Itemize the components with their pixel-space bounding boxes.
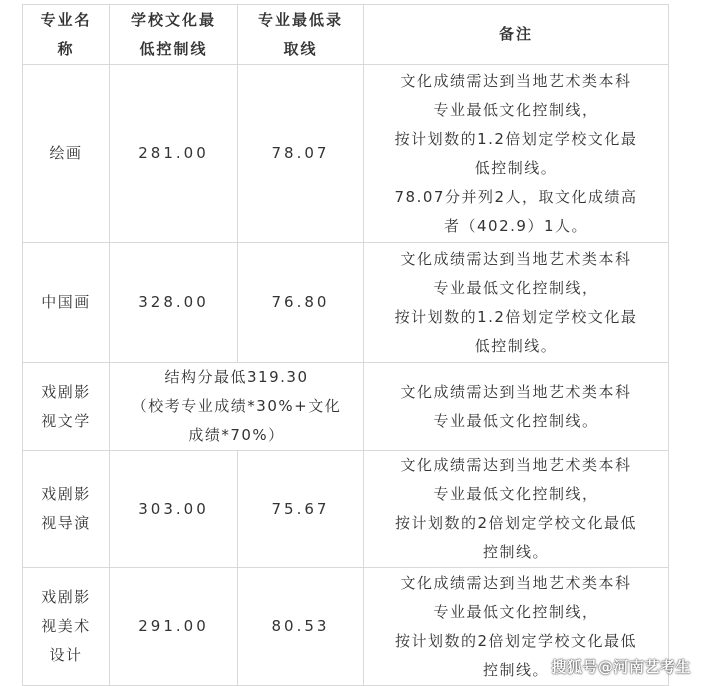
- note-line: 文化成绩需达到当地艺术类本科: [400, 249, 632, 268]
- merged-score-line: 成绩*70%）: [188, 426, 285, 444]
- notes-cell: [364, 243, 669, 363]
- note-line: 文化成绩需达到当地艺术类本科: [400, 71, 632, 90]
- header-major-line: 专业最低录取线: [238, 5, 364, 65]
- header-culture-line: 学校文化最低控制线: [110, 5, 238, 65]
- table-row: [23, 451, 669, 568]
- culture-line-cell: 281.00: [110, 65, 238, 243]
- note-line: 78.07分并列2人，取文化成绩高: [394, 187, 638, 206]
- header-major: 专业名称: [23, 5, 110, 65]
- notes-cell: [364, 363, 669, 451]
- major-cell: 戏剧影视美术设计: [23, 568, 110, 686]
- table-row: [23, 243, 669, 363]
- major-line-cell: 76.80: [238, 243, 364, 363]
- note-line: 控制线。: [482, 660, 549, 679]
- table-row: [23, 65, 669, 243]
- major-line-cell: 78.07: [238, 65, 364, 243]
- watermark-text: 搜狐号@河南艺考生: [551, 658, 691, 676]
- note-line: 文化成绩需达到当地艺术类本科: [400, 456, 632, 474]
- note-line: 专业最低文化控制线，: [433, 602, 599, 621]
- note-line: 按计划数的1.2倍划定学校文化最: [394, 129, 638, 148]
- major-cell: 戏剧影视文学: [23, 363, 110, 451]
- major-cell: 中国画: [23, 243, 110, 363]
- merged-score-line: （校考专业成绩*30%+文化: [131, 397, 342, 415]
- note-line: 按计划数的1.2倍划定学校文化最: [394, 307, 638, 326]
- note-line: 专业最低文化控制线，: [433, 100, 599, 119]
- major-cell: 绘画: [23, 65, 110, 243]
- note-line: 按计划数的2倍划定学校文化最低: [394, 631, 638, 650]
- major-line-cell: 80.53: [238, 568, 364, 686]
- note-line: 低控制线。: [474, 336, 558, 355]
- notes-cell: [364, 451, 669, 568]
- note-line: 文化成绩需达到当地艺术类本科: [400, 573, 632, 592]
- table-header-row: [23, 5, 669, 65]
- note-line: 专业最低文化控制线，: [433, 485, 599, 503]
- merged-score-line: 结构分最低319.30: [164, 368, 309, 386]
- table-row: [23, 363, 669, 451]
- culture-line-cell: 303.00: [110, 451, 238, 568]
- admission-score-table: [22, 4, 669, 686]
- note-line: 者（402.9）1人。: [444, 216, 588, 235]
- header-notes: 备注: [364, 5, 669, 65]
- note-line: 低控制线。: [474, 158, 558, 177]
- note-line: 文化成绩需达到当地艺术类本科: [400, 382, 632, 401]
- culture-line-cell: 328.00: [110, 243, 238, 363]
- note-line: 按计划数的2倍划定学校文化最低: [394, 514, 638, 532]
- major-cell: 戏剧影视导演: [23, 451, 110, 568]
- note-line: 控制线。: [482, 543, 549, 561]
- culture-line-cell: 291.00: [110, 568, 238, 686]
- note-line: 专业最低文化控制线，: [433, 278, 599, 297]
- note-line: 专业最低文化控制线。: [433, 411, 599, 430]
- notes-cell: [364, 65, 669, 243]
- merged-score-cell: [110, 363, 364, 451]
- major-line-cell: 75.67: [238, 451, 364, 568]
